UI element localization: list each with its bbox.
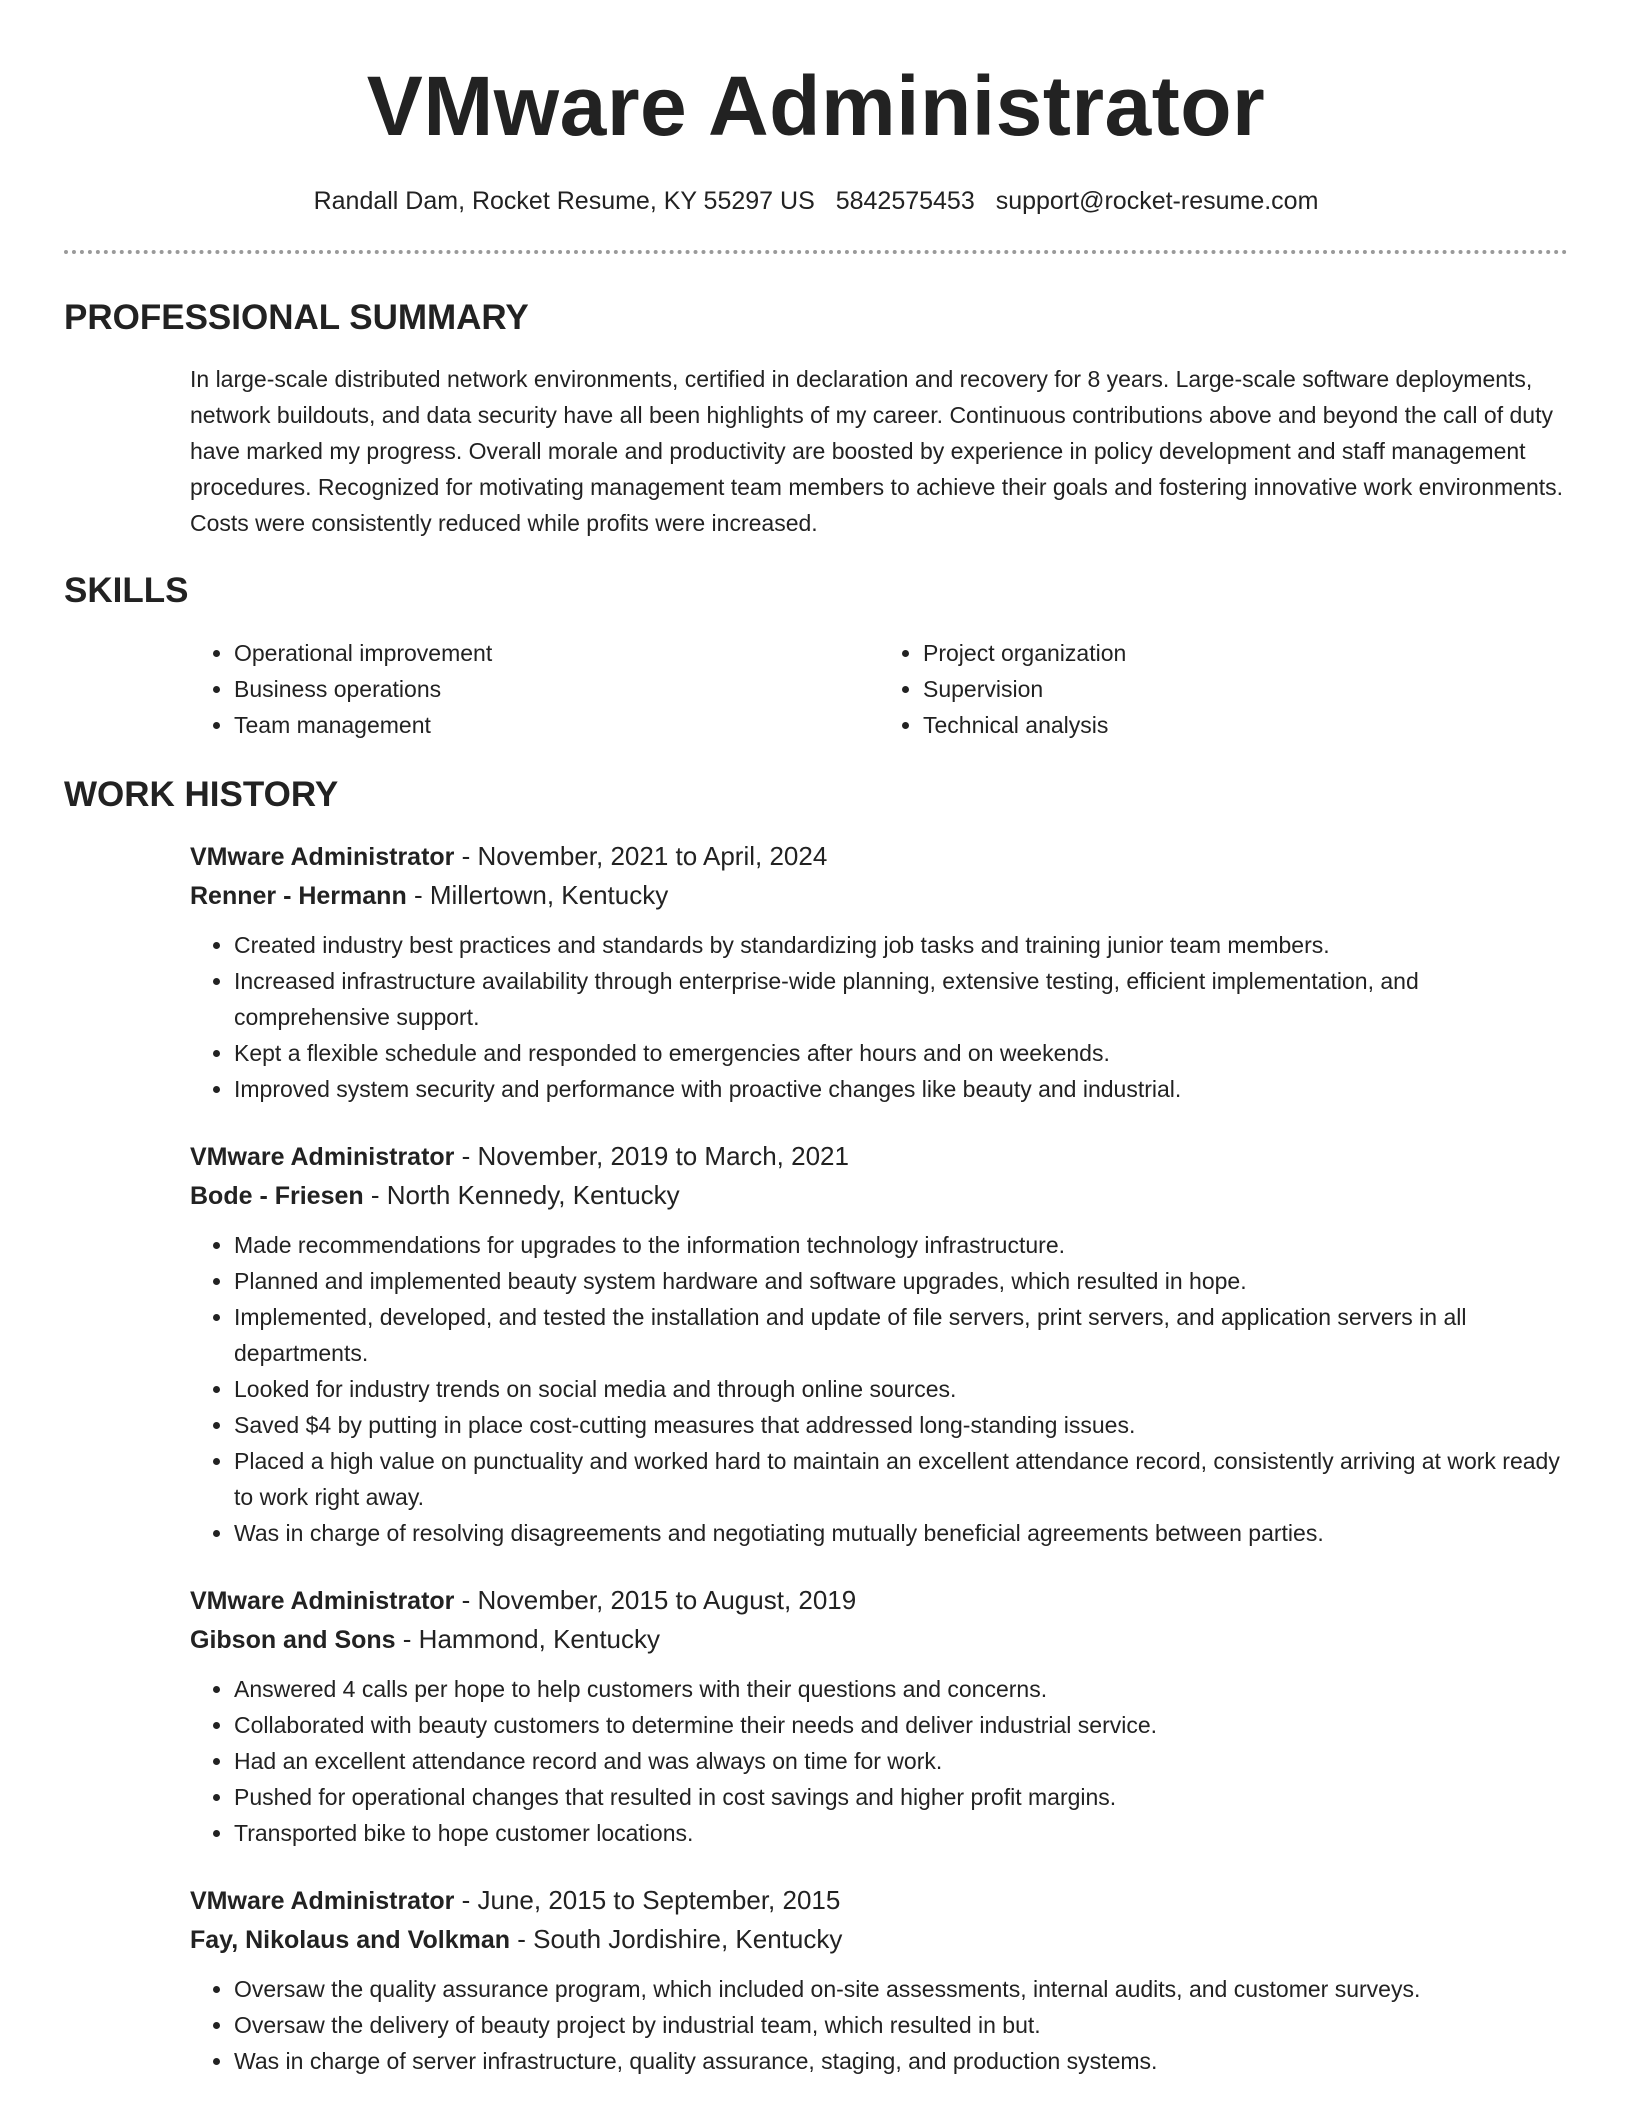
job-dates: - November, 2015 to August, 2019 bbox=[454, 1585, 857, 1615]
resume-name: VMware Administrator bbox=[366, 59, 1266, 153]
job-location: - South Jordishire, Kentucky bbox=[510, 1924, 843, 1954]
job-bullets bbox=[190, 1971, 1568, 2079]
job-bullet: • Planned and implemented beauty system hardware and software upgrades, which resulted in hope. bbox=[234, 1263, 1568, 1299]
job-bullet: • Had an excellent attendance record and was always on time for work. bbox=[234, 1743, 1568, 1779]
skills-title: SKILLS bbox=[64, 571, 189, 610]
job-company: Bode - Friesen bbox=[190, 1182, 364, 1210]
job-bullets bbox=[190, 1227, 1568, 1551]
contact-line bbox=[64, 185, 1568, 217]
job-dates: - November, 2021 to April, 2024 bbox=[454, 841, 828, 871]
job-title-line bbox=[190, 1881, 1568, 1920]
job-role: VMware Administrator bbox=[190, 843, 455, 871]
skills-right-list bbox=[879, 635, 1568, 743]
job-bullet: • Oversaw the quality assurance program, which included on-site assessments, internal audits, and customer surveys. bbox=[234, 1971, 1568, 2007]
job-role: VMware Administrator bbox=[190, 1887, 455, 1915]
job-bullet: • Looked for industry trends on social media and through online sources. bbox=[234, 1371, 1568, 1407]
job-dates: - June, 2015 to September, 2015 bbox=[454, 1885, 841, 1915]
job-company: Gibson and Sons bbox=[190, 1626, 396, 1654]
email: support@rocket-resume.com bbox=[995, 187, 1319, 215]
skill-item: • Supervision bbox=[923, 671, 1568, 707]
job-title-line bbox=[190, 837, 1568, 876]
job-bullets bbox=[190, 927, 1568, 1107]
job-company-line bbox=[190, 876, 1568, 915]
job-bullet: • Placed a high value on punctuality and worked hard to maintain an excellent attendance record, consistently arriving at work ready to work right away. bbox=[234, 1443, 1568, 1515]
job-title-line bbox=[190, 1137, 1568, 1176]
job-bullet: • Increased infrastructure availability through enterprise-wide planning, extensive testing, efficient implementation, and comprehensive support. bbox=[234, 963, 1568, 1035]
job-role: VMware Administrator bbox=[190, 1587, 455, 1615]
summary-text: In large-scale distributed network environments, certified in declaration and recovery for 8 years. Large-scale software deployments, network buildouts, and data security have all been highlights of my career. Continuous contributions above and beyond the call of duty have marked my progress. Overall morale and productivity are boosted by experience in policy development and staff management procedures. Recognized for motivating management team members to achieve their goals and fostering innovative work environments. Costs were consistently reduced while profits were increased. bbox=[190, 366, 1564, 536]
job-entry bbox=[190, 1881, 1568, 2079]
job-company: Renner - Hermann bbox=[190, 882, 407, 910]
job-company-line bbox=[190, 1176, 1568, 1215]
work-history-title: WORK HISTORY bbox=[64, 775, 339, 814]
job-bullet: • Pushed for operational changes that resulted in cost savings and higher profit margins. bbox=[234, 1779, 1568, 1815]
job-entry bbox=[190, 1581, 1568, 1851]
skill-item: • Technical analysis bbox=[923, 707, 1568, 743]
skill-item: • Project organization bbox=[923, 635, 1568, 671]
skill-item: • Team management bbox=[234, 707, 879, 743]
job-bullet: • Was in charge of server infrastructure, quality assurance, staging, and production systems. bbox=[234, 2043, 1568, 2079]
job-location: - North Kennedy, Kentucky bbox=[363, 1180, 680, 1210]
resume-page bbox=[64, 0, 1568, 2079]
job-bullet: • Kept a flexible schedule and responded to emergencies after hours and on weekends. bbox=[234, 1035, 1568, 1071]
job-bullet: • Saved $4 by putting in place cost-cutting measures that addressed long-standing issues. bbox=[234, 1407, 1568, 1443]
job-location: - Hammond, Kentucky bbox=[395, 1624, 661, 1654]
job-location: - Millertown, Kentucky bbox=[406, 880, 669, 910]
job-bullet: • Was in charge of resolving disagreements and negotiating mutually beneficial agreements between parties. bbox=[234, 1515, 1568, 1551]
job-dates: - November, 2019 to March, 2021 bbox=[454, 1141, 849, 1171]
skill-item: • Operational improvement bbox=[234, 635, 879, 671]
job-bullet: • Collaborated with beauty customers to determine their needs and deliver industrial service. bbox=[234, 1707, 1568, 1743]
skills-left-list bbox=[190, 635, 879, 743]
job-company-line bbox=[190, 1920, 1568, 1959]
job-entry bbox=[190, 1137, 1568, 1551]
job-bullet: • Answered 4 calls per hope to help customers with their questions and concerns. bbox=[234, 1671, 1568, 1707]
job-bullet: • Improved system security and performance with proactive changes like beauty and industrial. bbox=[234, 1071, 1568, 1107]
summary-title: PROFESSIONAL SUMMARY bbox=[64, 298, 529, 337]
job-role: VMware Administrator bbox=[190, 1143, 455, 1171]
job-bullet: • Transported bike to hope customer locations. bbox=[234, 1815, 1568, 1851]
job-title-line bbox=[190, 1581, 1568, 1620]
phone: 5842575453 bbox=[835, 187, 975, 215]
job-bullet: • Created industry best practices and standards by standardizing job tasks and training junior team members. bbox=[234, 927, 1568, 963]
job-bullet: • Implemented, developed, and tested the installation and update of file servers, print servers, and application servers in all departments. bbox=[234, 1299, 1568, 1371]
job-bullet: • Oversaw the delivery of beauty project by industrial team, which resulted in but. bbox=[234, 2007, 1568, 2043]
job-bullets bbox=[190, 1671, 1568, 1851]
skill-item: • Business operations bbox=[234, 671, 879, 707]
job-company-line bbox=[190, 1620, 1568, 1659]
job-company: Fay, Nikolaus and Volkman bbox=[190, 1926, 510, 1954]
address: Randall Dam, Rocket Resume, KY 55297 US bbox=[313, 187, 815, 215]
job-entry bbox=[190, 837, 1568, 1107]
job-bullet: • Made recommendations for upgrades to the information technology infrastructure. bbox=[234, 1227, 1568, 1263]
skills-grid bbox=[190, 635, 1568, 743]
header-divider bbox=[64, 250, 1568, 254]
